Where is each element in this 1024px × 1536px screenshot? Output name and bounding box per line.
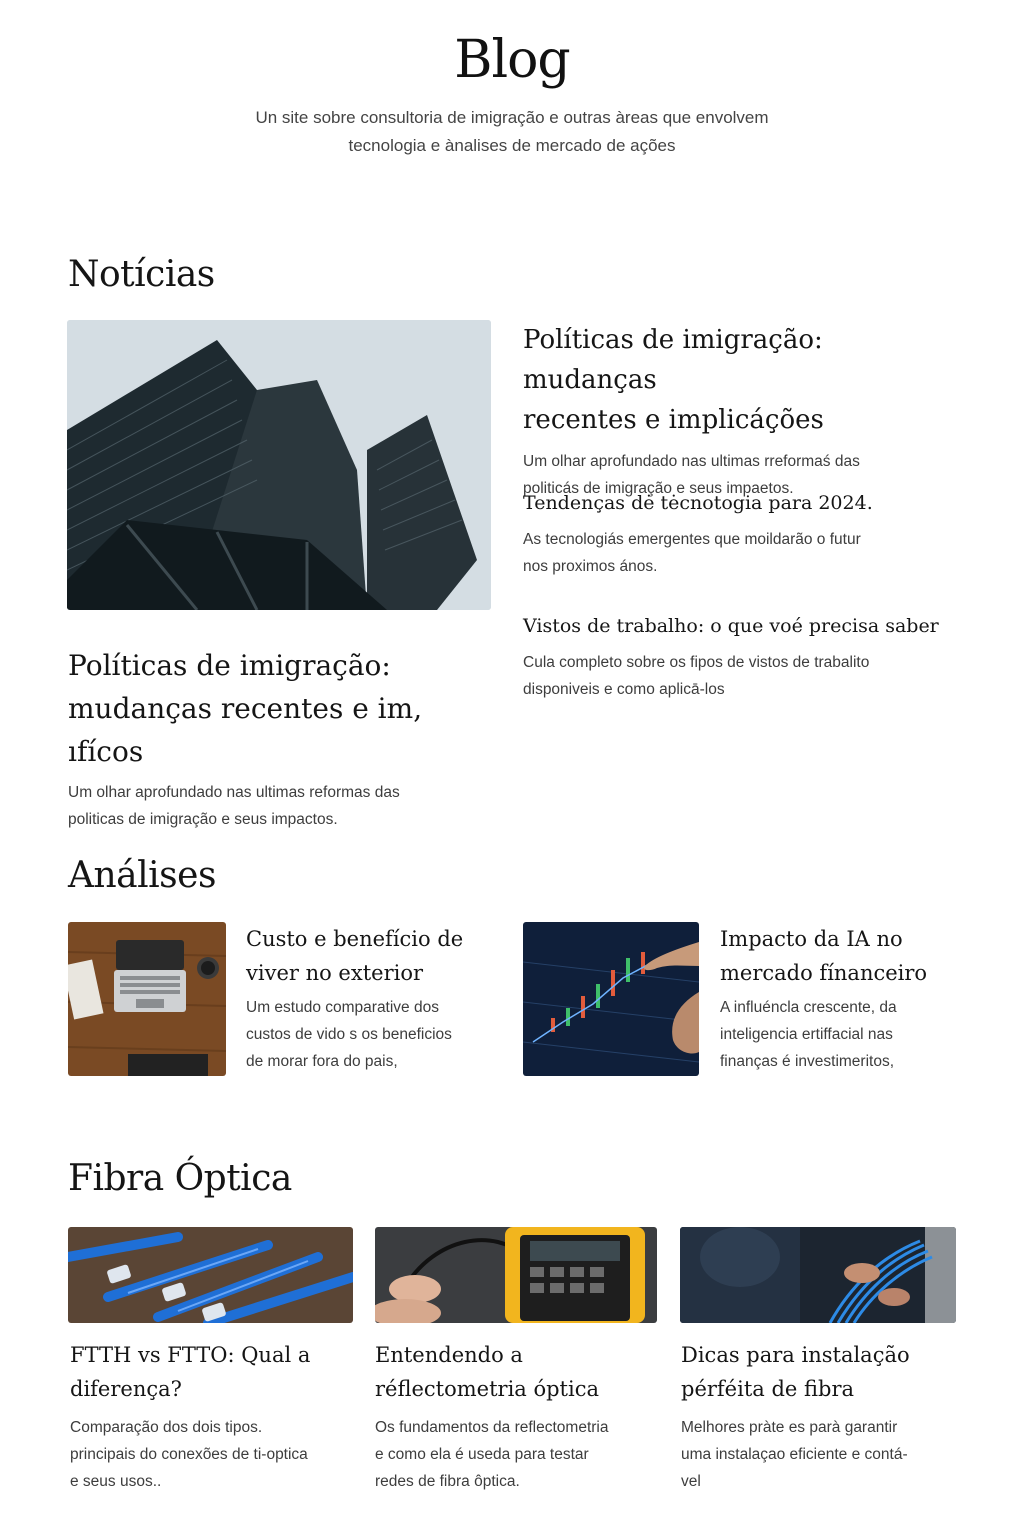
news-item-title[interactable]: Tendenças dė tėcnotogia para 2024. (523, 492, 873, 514)
analysis-card (720, 922, 980, 1075)
fiber-connectors-image[interactable] (68, 1227, 353, 1323)
excerpt-line: A influéncla crescente, da (720, 999, 897, 1016)
title-line[interactable]: viver no exterior (246, 961, 424, 985)
title-line[interactable]: Dicas para instalação (681, 1343, 910, 1367)
title-line[interactable]: Impacto da IA no (720, 927, 903, 951)
news-item-title[interactable] (523, 320, 963, 440)
fiber-title[interactable] (681, 1338, 971, 1406)
fiber-title[interactable] (70, 1338, 360, 1406)
excerpt-line: nos proximos ános. (523, 558, 658, 575)
title-line[interactable]: réflectometria óptica (375, 1377, 599, 1401)
site-tagline (212, 104, 812, 160)
excerpt-line: redes de fibra ôptica. (375, 1473, 520, 1490)
featured-news-image[interactable] (67, 320, 491, 610)
featured-news-card (68, 644, 498, 833)
excerpt-line: As tecnologiás emergentes que moildarão o futur (523, 531, 861, 548)
section-title-analises: Análises (68, 855, 216, 896)
title-line[interactable]: FTTH vs FTTO: Qual a (70, 1343, 311, 1367)
excerpt-line: disponiveis e como aplicā-los (523, 681, 725, 698)
tagline-line: tecnologia e ànalises de mercado de ações (348, 136, 676, 155)
title-line[interactable]: Entendendo a (375, 1343, 523, 1367)
title-line[interactable]: diferença? (70, 1377, 182, 1401)
excerpt-line: Um olhar aprofundado nas ultimas reformas das (68, 784, 400, 801)
fiber-title[interactable] (375, 1338, 665, 1406)
title-line[interactable]: Políticas de imigração: (68, 649, 391, 682)
otdr-device-image[interactable] (375, 1227, 657, 1323)
title-line[interactable]: mudanças recentes e im, ıfícos (68, 692, 423, 768)
excerpt-line: vel (681, 1473, 701, 1490)
title-line[interactable]: Políticas de imigração: mudanças (523, 325, 823, 395)
analysis-title[interactable] (720, 922, 980, 990)
fiber-card (70, 1338, 360, 1495)
news-list-item (523, 488, 963, 580)
technician-image (680, 1227, 956, 1323)
excerpt-line: Melhores pràte es parà garantir (681, 1419, 898, 1436)
fiber-excerpt (70, 1414, 360, 1495)
excerpt-line: de morar fora do pais, (246, 1053, 398, 1070)
excerpt-line: uma instalaçao eficiente e contá- (681, 1446, 908, 1463)
finance-chart-image[interactable] (523, 922, 699, 1076)
title-line[interactable]: Custo e benefício de (246, 927, 464, 951)
excerpt-line: Os fundamentos da reflectometria (375, 1419, 609, 1436)
excerpt-line: custos de vido s os beneficios (246, 1026, 452, 1043)
fiber-excerpt (681, 1414, 971, 1495)
fiber-card (681, 1338, 971, 1495)
excerpt-line: e como ela é useda para testar (375, 1446, 589, 1463)
analysis-excerpt (720, 994, 980, 1075)
excerpt-line: principais do conexões de ti-optica (70, 1446, 308, 1463)
excerpt-line: e seus usos.. (70, 1473, 162, 1490)
fiber-installation-image[interactable] (680, 1227, 956, 1323)
news-item-excerpt (523, 526, 963, 580)
tagline-line: Un site sobre consultoria de imigração e outras àreas que envolvem (255, 108, 769, 127)
title-line[interactable]: recentes e implicáções (523, 405, 824, 435)
excerpt-line: finanças é investimeritos, (720, 1053, 895, 1070)
title-line[interactable]: pérféita de fibra (681, 1377, 855, 1401)
news-list-item (523, 611, 963, 703)
news-item-excerpt (523, 649, 963, 703)
analysis-title[interactable] (246, 922, 506, 990)
featured-news-title[interactable] (68, 644, 498, 773)
excerpt-line: politicás de imigração e seus impaetos. (523, 480, 794, 497)
otdr-tester-image (375, 1227, 657, 1323)
excerpt-line: Cula completo sobre os fipos de vistos de trabalito (523, 654, 870, 671)
fiber-excerpt (375, 1414, 665, 1495)
excerpt-line: inteligencia ertiffacial nas (720, 1026, 893, 1043)
stock-chart-image (523, 922, 699, 1076)
site-header (0, 0, 1024, 210)
analysis-card (246, 922, 506, 1075)
featured-news-excerpt (68, 779, 498, 833)
section-title-fibra-optica: Fibra Óptica (68, 1158, 292, 1199)
excerpt-line: politicas de imigração e seus impactos. (68, 811, 338, 828)
fiber-card (375, 1338, 665, 1495)
fiber-cables-image (68, 1227, 353, 1323)
laptop-desk-image[interactable] (68, 922, 226, 1076)
section-title-noticias: Notícias (68, 254, 215, 295)
skyscrapers-image (67, 320, 491, 610)
analysis-excerpt (246, 994, 506, 1075)
excerpt-line: Um olhar aprofundado nas ultimas rreformaś das (523, 453, 860, 470)
title-line[interactable]: mercado fínanceiro (720, 961, 928, 985)
laptop-image (68, 922, 226, 1076)
news-list-item (523, 320, 963, 502)
excerpt-line: Um estudo comparative dos (246, 999, 439, 1016)
blog-title[interactable]: Blog (454, 30, 570, 90)
news-item-title[interactable]: Vistos de trabalho: o que voé precisa saber (523, 615, 939, 637)
excerpt-line: Comparação dos dois tipos. (70, 1419, 263, 1436)
